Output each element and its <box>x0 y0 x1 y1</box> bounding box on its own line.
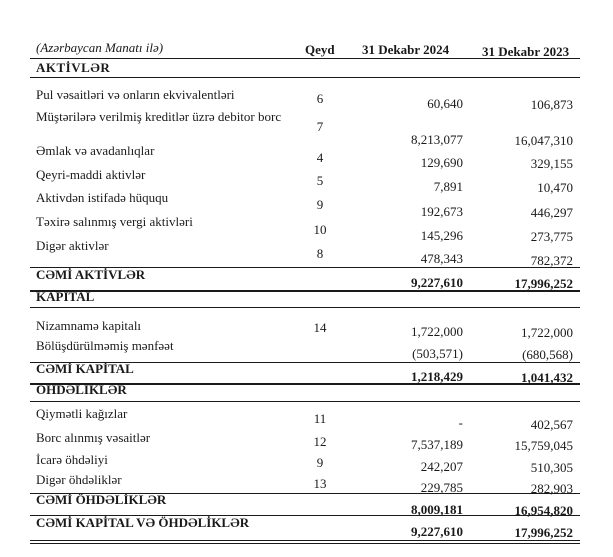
total-value-2023: 16,954,820 <box>514 503 573 518</box>
row-label: Digər aktivlər <box>36 238 109 253</box>
row-value-2024: 145,296 <box>420 228 463 243</box>
row-label: Borc alınmış vəsaitlər <box>36 430 151 445</box>
grand-total-rule-top <box>30 540 580 541</box>
row-label: İcarə öhdəliyi <box>36 452 108 467</box>
total-label-liabilities: CƏMİ ÖHDƏLİKLƏR <box>36 492 167 507</box>
row-label: Pul vəsaitləri və onların ekvivalentləri <box>36 87 235 102</box>
section-rule <box>30 401 580 402</box>
row-value-2023: (680,568) <box>522 347 573 362</box>
row-value-2023: 402,567 <box>530 417 573 432</box>
grand-total-label: CƏMİ KAPİTAL VƏ ÖHDƏLİKLƏR <box>36 515 250 530</box>
row-value-2023: 10,470 <box>537 180 573 195</box>
grand-total-value-2024: 9,227,610 <box>411 524 463 539</box>
currency-note: (Azərbaycan Manatı ilə) <box>36 40 164 55</box>
row-note: 8 <box>316 246 324 261</box>
section-rule <box>30 77 580 78</box>
row-value-2024: - <box>458 415 463 430</box>
section-title-liabilities: ÖHDƏLİKLƏR <box>36 382 127 397</box>
row-label: Əmlak və avadanlıqlar <box>36 143 155 158</box>
grand-total-rule-bottom <box>30 543 580 544</box>
row-note: 7 <box>316 119 324 134</box>
row-note: 6 <box>316 91 324 106</box>
total-label-assets: CƏMİ AKTİVLƏR <box>36 267 146 282</box>
row-note: 4 <box>316 150 324 165</box>
row-value-2023: 329,155 <box>530 156 573 171</box>
row-note: 9 <box>316 197 324 212</box>
row-note: 12 <box>313 434 327 449</box>
row-value-2023: 510,305 <box>530 460 573 475</box>
row-label: Təxirə salınmış vergi aktivləri <box>36 214 193 229</box>
total-value-2023: 17,996,252 <box>514 276 573 291</box>
total-value-2024: 1,218,429 <box>411 369 463 384</box>
row-note: 10 <box>313 222 327 237</box>
column-header-2023: 31 Dekabr 2023 <box>482 44 570 59</box>
row-value-2023: 15,759,045 <box>514 438 573 453</box>
row-label: Nizamnamə kapitalı <box>36 318 142 333</box>
row-value-2023: 282,903 <box>530 481 573 496</box>
row-value-2023: 782,372 <box>530 253 573 268</box>
row-value-2023: 273,775 <box>530 229 573 244</box>
total-value-2023: 1,041,432 <box>521 370 573 385</box>
section-title-assets: AKTİVLƏR <box>36 60 111 75</box>
row-note: 5 <box>316 173 324 188</box>
row-value-2023: 106,873 <box>530 97 573 112</box>
row-value-2024: 242,207 <box>420 459 463 474</box>
total-value-2024: 9,227,610 <box>411 275 463 290</box>
row-label: Müştərilərə verilmiş kreditlər üzrə debitor borc <box>36 109 282 124</box>
grand-total-value-2023: 17,996,252 <box>514 525 573 540</box>
row-value-2024: 60,640 <box>427 96 463 111</box>
column-header-2024: 31 Dekabr 2024 <box>362 42 450 57</box>
row-label: Aktivdən istifadə hüququ <box>36 190 169 205</box>
row-value-2024: 7,891 <box>433 179 463 194</box>
row-value-2023: 16,047,310 <box>514 133 573 148</box>
row-value-2024: 229,785 <box>420 480 463 495</box>
row-value-2023: 1,722,000 <box>521 325 573 340</box>
row-value-2024: 8,213,077 <box>411 132 463 147</box>
row-value-2024: 478,343 <box>420 251 463 266</box>
row-note: 14 <box>313 320 327 335</box>
total-value-2024: 8,009,181 <box>411 502 463 517</box>
row-value-2024: 7,537,189 <box>411 437 463 452</box>
row-label: Bölüşdürülməmiş mənfəət <box>36 338 174 353</box>
section-title-capital: KAPİTAL <box>36 289 95 304</box>
total-rule <box>30 290 580 292</box>
row-value-2024: 1,722,000 <box>411 324 463 339</box>
total-label-capital: CƏMİ KAPİTAL <box>36 361 134 376</box>
row-label: Qeyri-maddi aktivlər <box>36 167 146 182</box>
row-value-2024: (503,571) <box>412 346 463 361</box>
section-rule <box>30 307 580 308</box>
row-note: 11 <box>313 411 327 426</box>
row-note: 9 <box>316 455 324 470</box>
row-value-2024: 129,690 <box>420 155 463 170</box>
row-note: 13 <box>313 476 327 491</box>
note-column-header: Qeyd <box>305 42 335 57</box>
row-label: Qiymətli kağızlar <box>36 406 128 421</box>
header-rule <box>30 58 580 59</box>
row-value-2024: 192,673 <box>420 204 463 219</box>
row-label: Digər öhdəliklər <box>36 472 122 487</box>
row-value-2023: 446,297 <box>530 205 573 220</box>
